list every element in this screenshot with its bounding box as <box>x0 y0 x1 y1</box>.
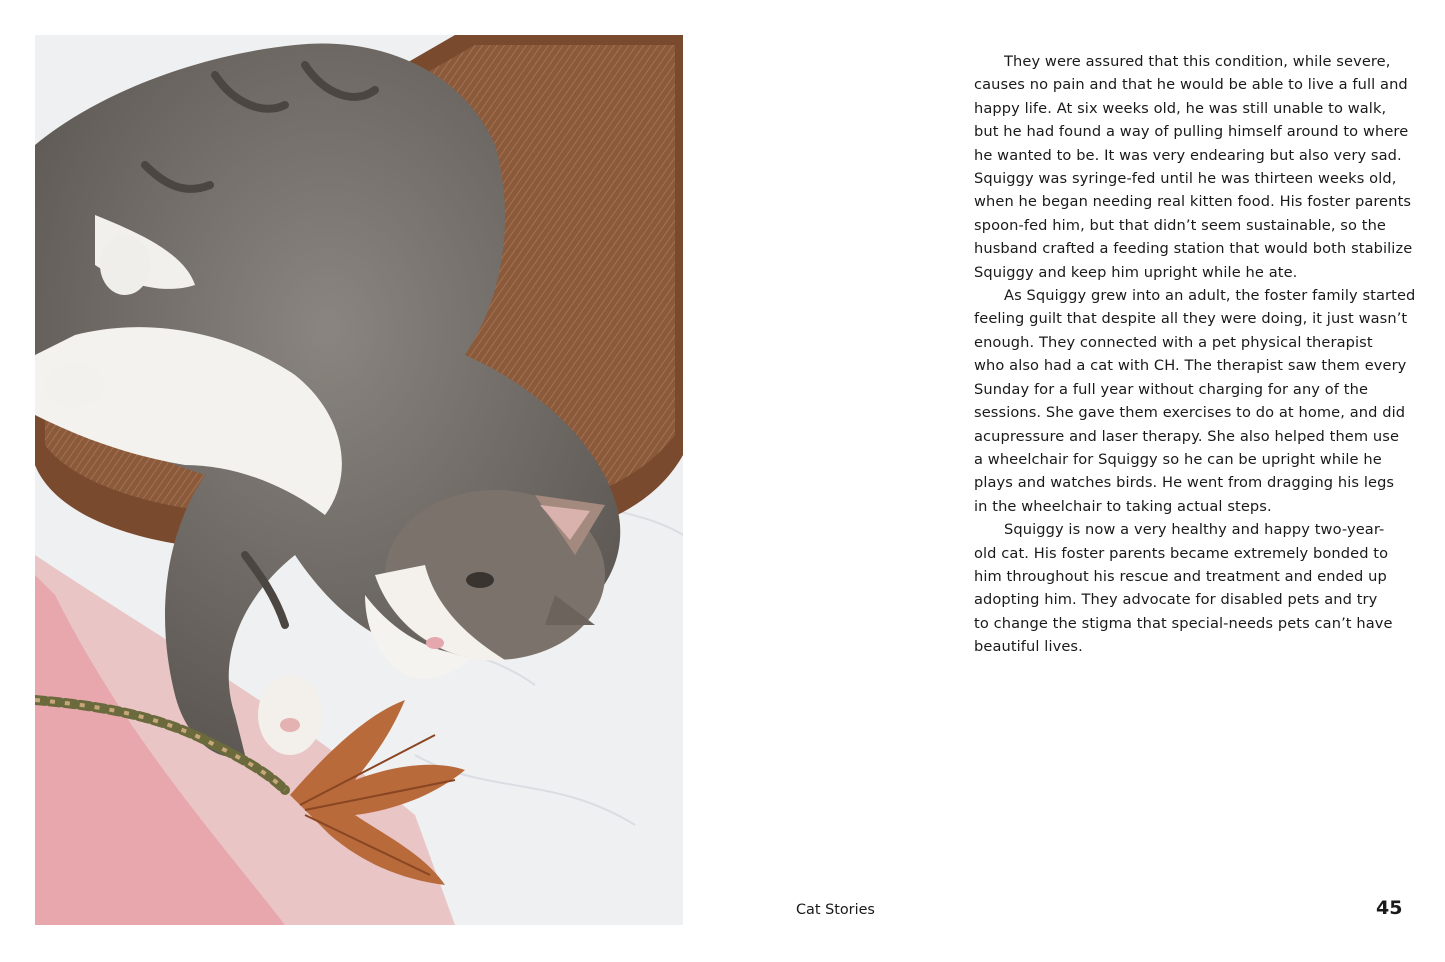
body-text <box>974 50 1416 659</box>
text-line: As Squiggy grew into an adult, the foster family started <box>1004 287 1416 305</box>
text-line: enough. They connected with a pet physical therapist <box>974 333 1373 351</box>
text-line: feeling guilt that despite all they were doing, it just wasn’t <box>974 310 1408 328</box>
text-line: husband crafted a feeding station that would both stabilize <box>974 240 1413 258</box>
text-line: a wheelchair for Squiggy so he can be upright while he <box>974 450 1382 468</box>
text-line: he wanted to be. It was very endearing but also very sad. <box>974 146 1402 164</box>
running-head: Cat Stories <box>796 902 875 918</box>
cat-illustration <box>35 35 683 925</box>
text-line: adopting him. They advocate for disabled pets and try <box>974 591 1378 609</box>
text-line: beautiful lives. <box>974 638 1083 656</box>
text-line: when he began needing real kitten food. His foster parents <box>974 193 1412 211</box>
text-line: old cat. His foster parents became extremely bonded to <box>974 544 1389 562</box>
page-number: 45 <box>1376 897 1403 919</box>
text-line: causes no pain and that he would be able to live a full and <box>974 76 1408 94</box>
text-line: happy life. At six weeks old, he was still unable to walk, <box>974 99 1387 117</box>
text-line: in the wheelchair to taking actual steps. <box>974 497 1272 515</box>
text-line: Squiggy is now a very healthy and happy two-year- <box>1004 521 1385 539</box>
text-line: but he had found a way of pulling himself around to where <box>974 123 1409 141</box>
text-line: who also had a cat with CH. The therapist saw them every <box>974 357 1407 375</box>
text-line: spoon-fed him, but that didn’t seem sustainable, so the <box>974 216 1387 234</box>
text-line: him throughout his rescue and treatment and ended up <box>974 567 1387 585</box>
cat-photo <box>35 35 683 925</box>
text-line: Squiggy and keep him upright while he ate. <box>974 263 1298 281</box>
text-line: Sunday for a full year without charging for any of the <box>974 380 1369 398</box>
text-line: They were assured that this condition, while severe, <box>1004 53 1391 70</box>
text-line: acupressure and laser therapy. She also helped them use <box>974 427 1400 445</box>
text-line: plays and watches birds. He went from dragging his legs <box>974 474 1395 492</box>
text-line: Squiggy was syringe-fed until he was thirteen weeks old, <box>974 170 1397 188</box>
text-line: sessions. She gave them exercises to do at home, and did <box>974 404 1406 422</box>
text-line: to change the stigma that special-needs pets can’t have <box>974 614 1393 632</box>
